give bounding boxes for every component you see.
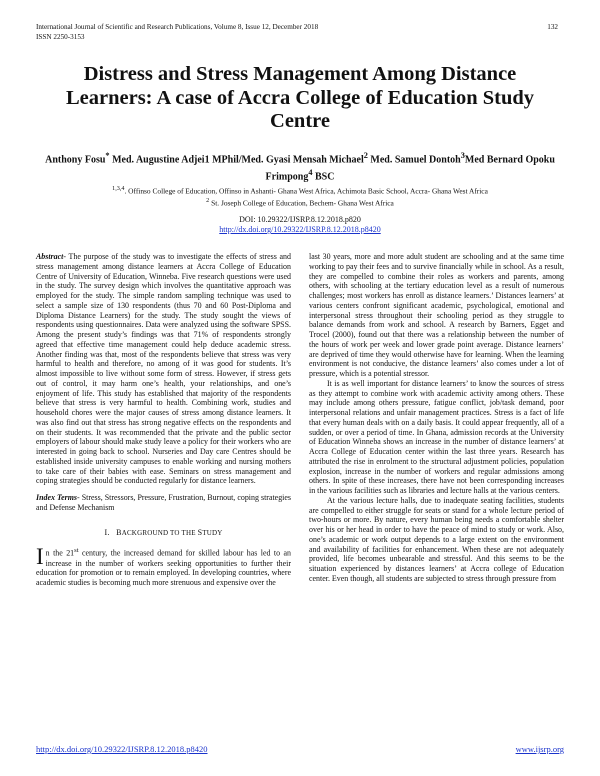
author-4: Med. Samuel Dontoh	[367, 154, 461, 166]
author-5-degree: BSC	[312, 171, 335, 183]
left-column	[36, 252, 291, 588]
issn: ISSN 2250-3153	[36, 32, 85, 41]
footer-site-link[interactable]: www.ijsrp.org	[515, 744, 564, 754]
right-column	[309, 252, 564, 584]
affiliations	[36, 184, 564, 209]
drop-cap: I	[36, 544, 44, 570]
section-cap-2: S	[197, 527, 203, 537]
footer-doi	[36, 744, 208, 754]
intro-sup: st	[74, 547, 79, 555]
intro-text-2: century, the increased demand for skilled labour has led to an increase in the number of workers seeking opportunities to further their education for promotion or to remain employed. In developing countries, where academic studies is becoming much more strenuous and expensive over the	[36, 548, 291, 588]
affiliation-2-mark: 2	[206, 198, 210, 205]
footer-doi-link[interactable]: http://dx.doi.org/10.29322/IJSRP.8.12.2018.p8420	[36, 744, 208, 754]
author-5-mark: 4	[308, 167, 313, 177]
body-paragraph-3: At the various lecture halls, due to inadequate seating facilities, students are compelled to either struggle for seats or stand for a whole lecture period of two-hours or more. By nature, every human being needs a comfortable shelter over his or her head in order to have the peace of mind to study or work. Also, one’s academic or work output depends to a large extent on the environment and availability of facilities for enhancement. When these are not adequately provided, life becomes unbearable and stressful. And this seems to be the situation experienced by distances learners’ at Accra college of Education center. Even though, all students are subjected to stress through pressure from	[309, 495, 564, 583]
abstract-text: The purpose of the study was to investigate the effects of stress and stress management among distance learners at Accra College of Education Centre of University of Education, Winneba. Five research questions were used in the study. The survey design which involves the quantitative approach was employed for the study. The simple random sampling technique was used to select a sample size of 130 respondents (thus 70 and 60 Post-Diploma and Diploma Distance Learners) for the study. The study sought the views of respondents using questionnaires. Data were analyzed using the software SPSS. Among the present study’s findings was that 71% of respondents strongly agreed that effective time management could help deduce academic stress. Another finding was that, most of the respondents believe that stress was very harmful to health and therefore, no among of it was good for students. It’s almost impossible to live without some form of stress. However, if stress gets out of control, it may harm one’s health, your relationships, and one’s enjoyment of life. This study has established that majority of the respondents believe that stress is very harmful to health. Combining work, studies and household chores were the major causes of stress among distance learners. It was also find out that stress has strong negative effects on the respondents and on their students. It was recommended that the private and the public sector employers of labour should make study leave a policy for their workers who are interested in going back to school. Nurseries and Day care Centres should be established inside university campuses to enable working and nursing mothers to take care of their babies with ease. Seminars on stress management and coping strategies should be conducted regularly for distance learners.	[36, 252, 291, 486]
affiliation-1	[36, 184, 564, 196]
index-terms-text: - Stress, Stressors, Pressure, Frustration, Burnout, coping strategies and Defense Mechanism	[36, 493, 291, 512]
author-4-mark: 3	[460, 151, 465, 160]
affiliation-1-mark: 1,3,4	[112, 186, 125, 192]
body-paragraph-2: It is as well important for distance learners’ to know the sources of stress as they attempt to combine work with academic activity among others. These may include among others pressure, fatigue conflict, job/task demand, poor interpersonal relations and unfair management practices. Stress is a fact of life that every human deals with on a daily basis. It could appear frequently, all of a sudden, or over a period of time. In Ghana, admission records at the University of Education Winneba shows an increase in the number of distance learners’ at Accra College of Education center within the last three years. Research has attributed the rise in enrolment to the structural adjustment policies, population explosion, increase in the number of workers and regular admissions among others. In spite of these increases, there have not been corresponding increases in the various facilities such as libraries and lecture halls at the various centers.	[309, 378, 564, 495]
section-number: I.	[104, 527, 110, 537]
section-rest-2: TUDY	[202, 528, 223, 537]
affiliation-2-text: St. Joseph College of Education, Bechem- Ghana West Africa	[209, 198, 394, 208]
author-2-3: Med. Augustine Adjei1 MPhil/Med. Gyasi Mensah Michael	[109, 154, 364, 166]
section-cap-1: B	[116, 527, 122, 537]
intro-text-1: n the 21	[45, 548, 75, 558]
affiliation-1-text: . Offinso College of Education, Offinso in Ashanti- Ghana West Africa, Achimota Basic School, Accra- Ghana West Africa	[124, 186, 488, 196]
index-terms	[36, 493, 291, 513]
abstract	[36, 252, 291, 486]
intro-paragraph	[36, 546, 291, 588]
doi-line: DOI: 10.29322/IJSRP.8.12.2018.p820	[239, 215, 361, 224]
author-list	[36, 150, 564, 184]
section-heading	[36, 528, 291, 539]
doi-block	[36, 215, 564, 235]
running-header	[36, 23, 564, 42]
page-number: 132	[547, 23, 558, 31]
author-3-mark: 2	[363, 151, 368, 160]
footer-site	[516, 744, 564, 754]
index-terms-label: Index Terms	[36, 493, 78, 502]
author-5: Med Bernard Opoku Frimpong	[265, 154, 555, 183]
doi-link[interactable]: http://dx.doi.org/10.29322/IJSRP.8.12.2018.p8420	[219, 225, 381, 234]
section-rest-1: ACKGROUND TO THE	[121, 528, 198, 537]
author-1-mark: *	[105, 151, 110, 160]
paper-title: Distress and Stress Management Among Distance Learners: A case of Accra College of Education Study Centre	[65, 63, 535, 132]
body-paragraph-1: last 30 years, more and more adult student are schooling and at the same time working to pay their fees and to survive financially while in school. As a result, they are compelled to combine their roles as workers and parents, among others, with schooling at the tertiary education level as a result of numerous challenges; most workers has enroll as distance learners.’ Distances learners’ at various centers confront significant academic, psychological, emotional and interpersonal stress throughout their schooling period as they struggle to balance demands from work and school. A research by Barners, Egget and Trocel (2000), found out that there was a relationship between the number of the hours of work per week and lower grade point average. Distance learners’ are deprived of time they would otherwise have for learning. When the learning environment is not conducive, the distance learners’ also comes under a lot of pressure, which is a potential stressor.	[309, 252, 564, 378]
author-1: Anthony Fosu	[45, 154, 106, 166]
affiliation-2	[36, 196, 564, 208]
abstract-label: Abstract-	[36, 252, 66, 261]
journal-name: International Journal of Scientific and Research Publications, Volume 8, Issue 12, December 2018	[36, 23, 319, 31]
